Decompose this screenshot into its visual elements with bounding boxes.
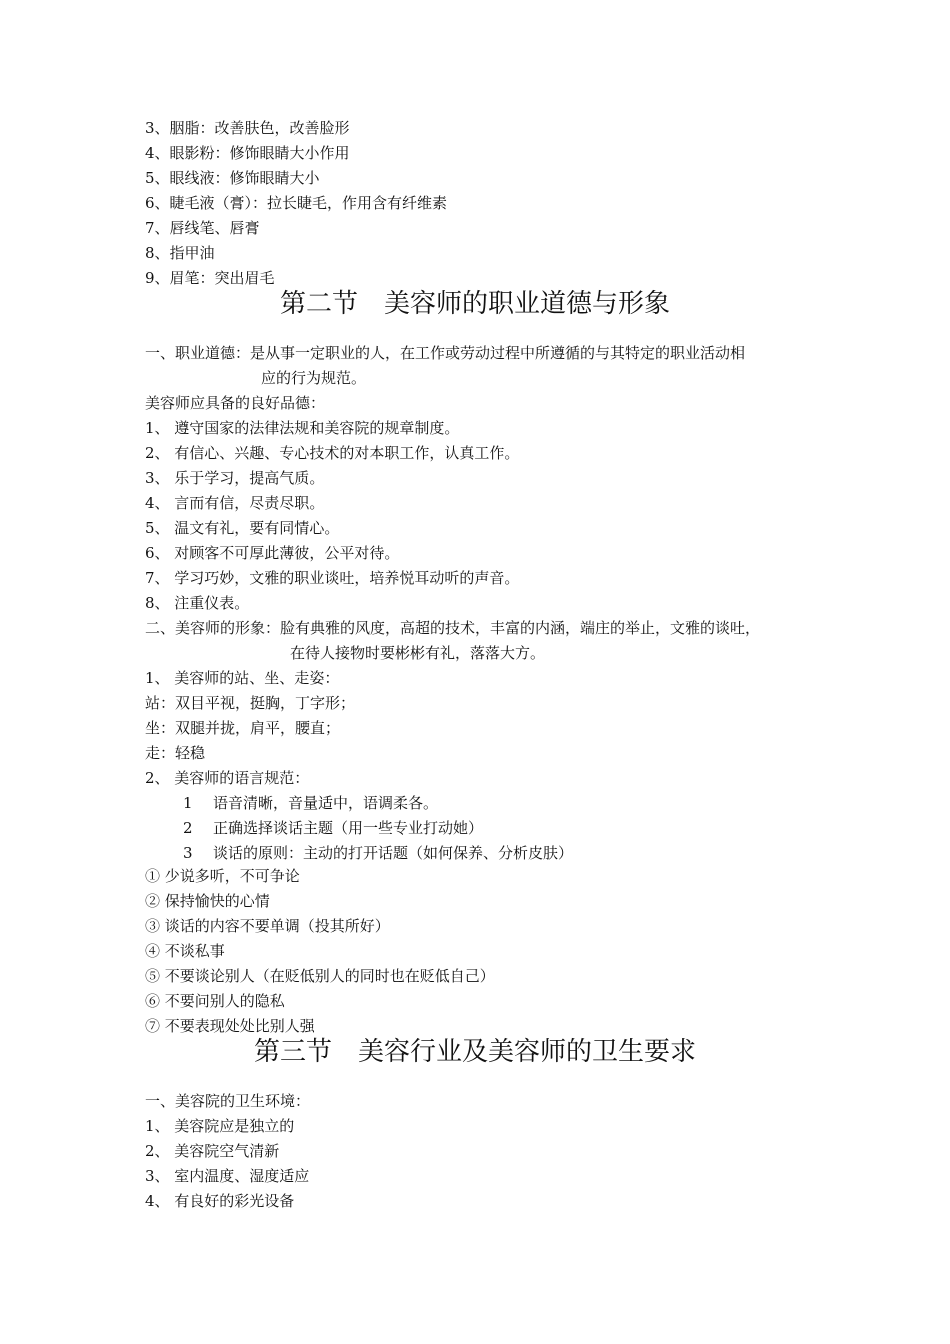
- list-item: 7、唇线笔、唇膏: [145, 219, 260, 237]
- list-item: 站：双目平视，挺胸，丁字形；: [145, 694, 356, 712]
- image-definition-continued: 在待人接物时要彬彬有礼，落落大方。: [290, 644, 546, 662]
- list-item: 6、 对顾客不可厚此薄彼，公平对待。: [145, 544, 400, 562]
- list-item: 9、眉笔：突出眉毛: [145, 269, 275, 287]
- language-item: [183, 818, 483, 838]
- language-title: 2、 美容师的语言规范：: [145, 769, 310, 787]
- list-item: 8、 注重仪表。: [145, 594, 250, 612]
- virtues-intro: 美容师应具备的良好品德：: [145, 394, 326, 412]
- list-item: 走：轻稳: [145, 744, 206, 762]
- list-item: ④ 不谈私事: [145, 942, 225, 960]
- section-heading: 第三节 美容行业及美容师的卫生要求: [253, 1037, 696, 1067]
- list-item: 4、 言而有信，尽责尽职。: [145, 494, 325, 512]
- list-item: 4、 有良好的彩光设备: [145, 1192, 295, 1210]
- list-item: 5、眼线液：修饰眼睛大小: [145, 169, 320, 187]
- item-number: 3: [183, 844, 193, 862]
- list-item: 8、指甲油: [145, 244, 215, 262]
- item-text: 正确选择谈话主题（用一些专业打动她）: [213, 819, 484, 837]
- list-item: 1、 遵守国家的法律法规和美容院的规章制度。: [145, 419, 460, 437]
- list-item: 2、 美容院空气清新: [145, 1142, 280, 1160]
- language-item: [183, 793, 438, 813]
- list-item: ② 保持愉快的心情: [145, 892, 270, 910]
- list-item: 4、眼影粉：修饰眼睛大小作用: [145, 144, 350, 162]
- list-item: 2、 有信心、兴趣、专心技术的对本职工作，认真工作。: [145, 444, 520, 462]
- posture-title: 1、 美容师的站、坐、走姿：: [145, 669, 340, 687]
- section-heading: 第二节 美容师的职业道德与形象: [279, 289, 670, 319]
- item-text: 谈话的原则：主动的打开话题（如何保养、分析皮肤）: [213, 844, 574, 862]
- list-item: 5、 温文有礼，要有同情心。: [145, 519, 340, 537]
- item-number: 2: [183, 819, 193, 837]
- language-item: [183, 843, 573, 863]
- ethics-definition: 一、职业道德：是从事一定职业的人，在工作或劳动过程中所遵循的与其特定的职业活动相: [145, 344, 746, 362]
- list-item: 3、 乐于学习，提高气质。: [145, 469, 325, 487]
- list-item: ① 少说多听，不可争论: [145, 867, 300, 885]
- list-item: 坐：双腿并拢，肩平，腰直；: [145, 719, 341, 737]
- list-item: ⑤ 不要谈论别人（在贬低别人的同时也在贬低自己）: [145, 967, 495, 985]
- image-definition: 二、美容师的形象：脸有典雅的风度，高超的技术，丰富的内涵，端庄的举止，文雅的谈吐，: [145, 619, 761, 637]
- list-item: 3、胭脂：改善肤色，改善脸形: [145, 119, 350, 137]
- list-item: ⑥ 不要问别人的隐私: [145, 992, 285, 1010]
- list-item: 7、 学习巧妙，文雅的职业谈吐，培养悦耳动听的声音。: [145, 569, 520, 587]
- list-item: 1、 美容院应是独立的: [145, 1117, 295, 1135]
- list-item: ③ 谈话的内容不要单调（投其所好）: [145, 917, 390, 935]
- ethics-definition-continued: 应的行为规范。: [261, 369, 367, 387]
- item-number: 1: [183, 794, 193, 812]
- list-item: 3、 室内温度、湿度适应: [145, 1167, 310, 1185]
- list-item: 6、睫毛液（膏）：拉长睫毛，作用含有纤维素: [145, 194, 448, 212]
- env-title: 一、美容院的卫生环境：: [145, 1092, 311, 1110]
- item-text: 语音清晰，音量适中，语调柔各。: [213, 794, 439, 812]
- list-item: ⑦ 不要表现处处比别人强: [145, 1017, 315, 1035]
